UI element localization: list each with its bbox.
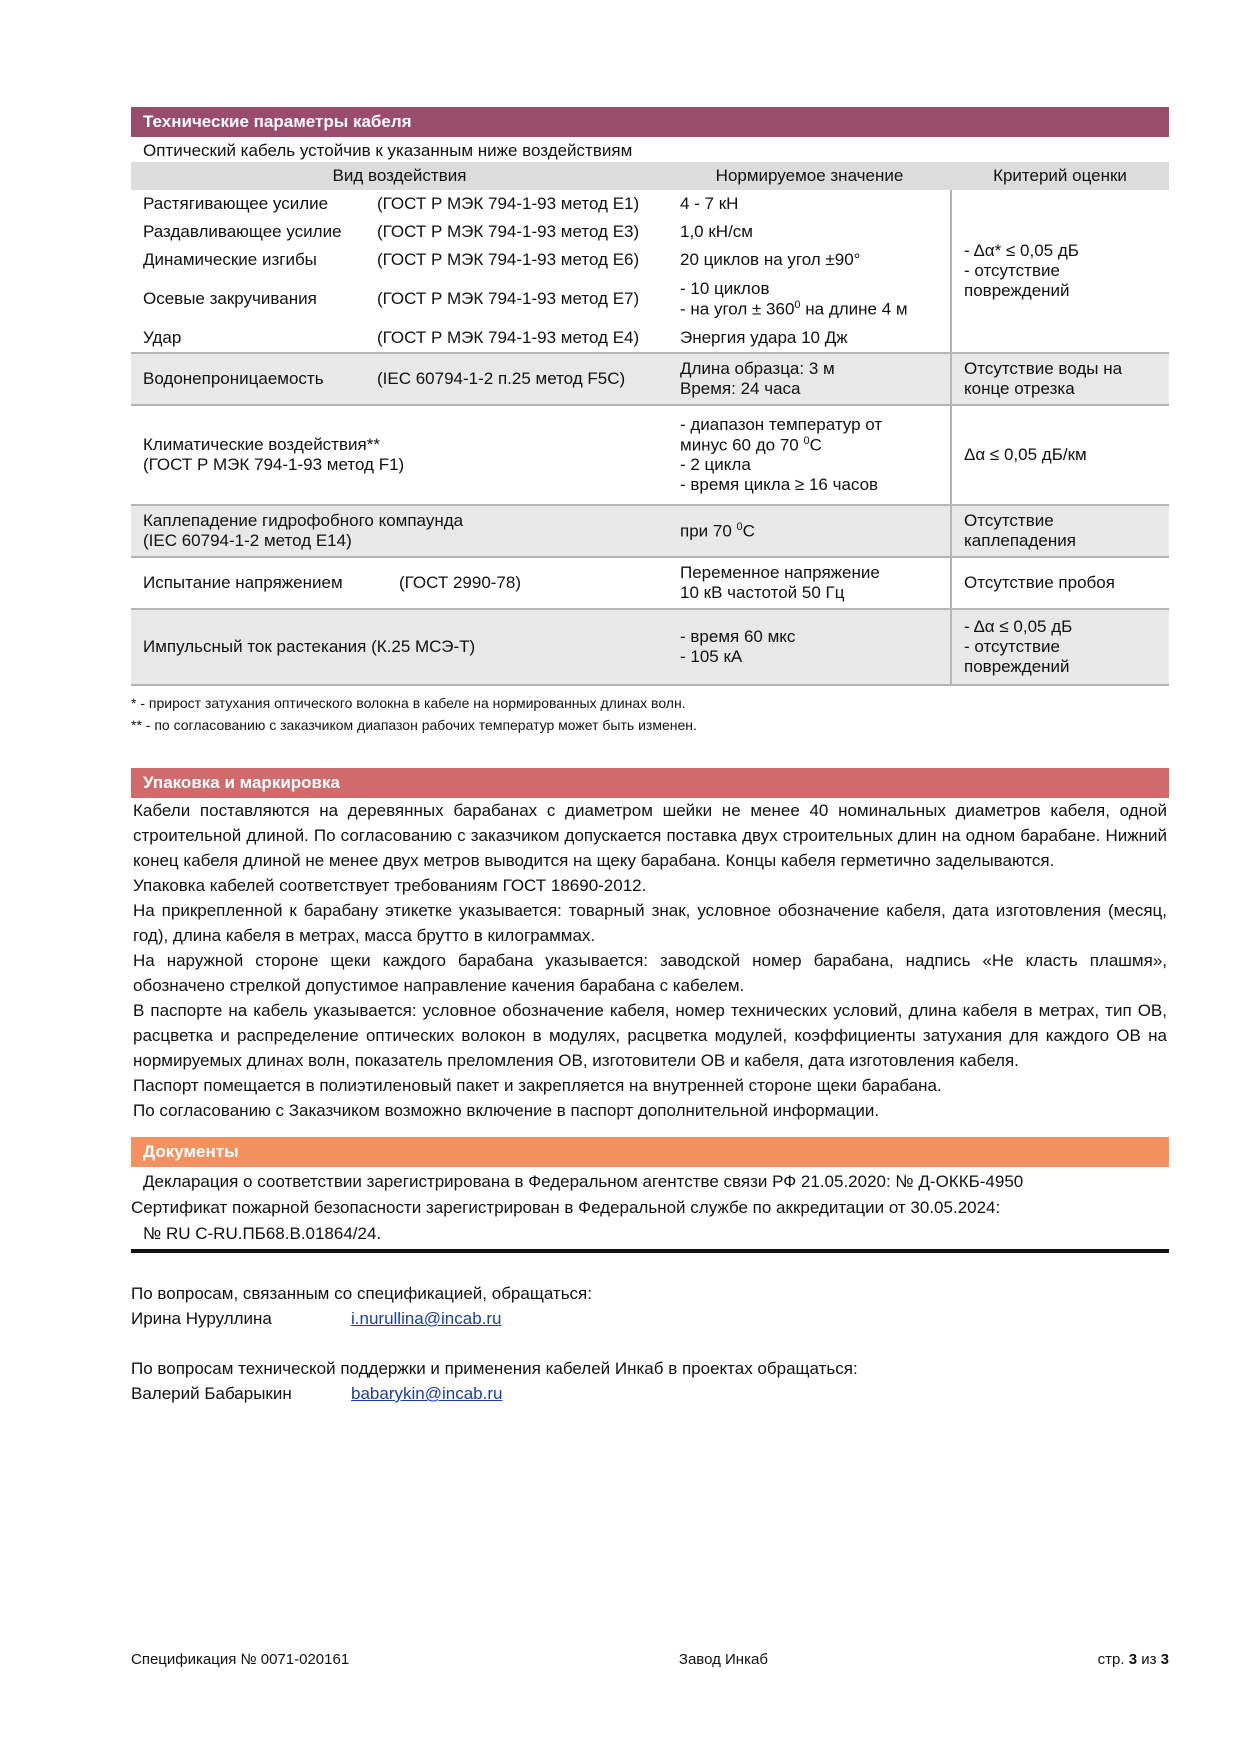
tech-intro: Оптический кабель устойчив к указанным ниже воздействиям bbox=[143, 141, 633, 160]
param-value: при 70 $^0$С bbox=[668, 505, 951, 557]
doc-line: Сертификат пожарной безопасности зарегистрирован в Федеральной службе по аккредитации от 30.05.2024: bbox=[131, 1198, 1001, 1217]
param-method: (ГОСТ Р МЭК 794-1-93 метод Е4) bbox=[377, 328, 640, 347]
param-method: (ГОСТ Р МЭК 794-1-93 метод Е6) bbox=[377, 250, 640, 269]
param-value: Длина образца: 3 м Время: 24 часа bbox=[668, 353, 951, 405]
param-criterion: Отсутствие пробоя bbox=[951, 557, 1169, 609]
footer-page: стр. 3 из 3 bbox=[1097, 1651, 1169, 1668]
param-name: Осевые закручивания bbox=[143, 289, 317, 308]
section-header-docs: Документы bbox=[131, 1137, 1169, 1167]
col-header-type: Вид воздействия bbox=[131, 162, 668, 190]
param-criterion: Отсутствие воды на конце отрезка bbox=[951, 353, 1169, 405]
param-name: Динамические изгибы bbox=[143, 250, 317, 269]
paragraph: Паспорт помещается в полиэтиленовый пакет и закрепляется на внутренней стороне щеки барабана. bbox=[133, 1076, 942, 1095]
contact-row bbox=[131, 1306, 1169, 1331]
footer-spec: Спецификация № 0071-020161 bbox=[131, 1651, 350, 1668]
param-name: Импульсный ток растекания (К.25 МСЭ-Т) bbox=[131, 609, 668, 685]
contact-name: Ирина Нуруллина bbox=[131, 1309, 272, 1328]
table-row bbox=[131, 557, 1169, 609]
col-header-value: Нормируемое значение bbox=[668, 162, 951, 190]
paragraph: На прикрепленной к барабану этикетке указывается: товарный знак, условное обозначение кабеля, дата изготовления (месяц, год), длина кабеля в метрах, масса брутто в килограммах. bbox=[133, 901, 1167, 945]
doc-line: № RU С-RU.ПБ68.В.01864/24. bbox=[143, 1224, 382, 1243]
param-value: 20 циклов на угол ±90° bbox=[680, 250, 861, 269]
param-method: (ГОСТ Р МЭК 794-1-93 метод Е7) bbox=[377, 289, 640, 308]
param-value: Энергия удара 10 Дж bbox=[680, 328, 848, 347]
paragraph: По согласованию с Заказчиком возможно включение в паспорт дополнительной информации. bbox=[133, 1101, 880, 1120]
contact-name: Валерий Бабарыкин bbox=[131, 1384, 292, 1403]
paragraph: Кабели поставляются на деревянных барабанах с диаметром шейки не менее 40 номинальных диаметров кабеля, одной строительной длиной. По согласованию с заказчиком допускается поставка двух строительных длин на одном барабане. Нижний конец кабеля длиной не менее двух метров выводится на щеку барабана. Концы кабеля герметично заделываются. bbox=[133, 801, 1167, 870]
param-name: Каплепадение гидрофобного компаунда (IEC 60794-1-2 метод E14) bbox=[131, 505, 668, 557]
col-header-criterion: Критерий оценки bbox=[951, 162, 1169, 190]
param-name: Удар bbox=[143, 328, 182, 347]
document-page bbox=[131, 0, 1169, 1406]
param-value: 1,0 кН/см bbox=[680, 222, 753, 241]
contact-email-link[interactable]: babarykin@incab.ru bbox=[351, 1384, 503, 1403]
contact-question: По вопросам, связанным со спецификацией, обращаться: bbox=[131, 1284, 592, 1303]
paragraph: В паспорте на кабель указывается: условное обозначение кабеля, номер технических условий, длина кабеля в метрах, тип ОВ, расцветка и распределение оптических волокон в модулях, расцветка модулей, коэффициенты затухания для каждого ОВ на нормируемых длинах волн, показатель преломления ОВ, изготовители ОВ и кабеля, дата изготовления кабеля. bbox=[133, 1001, 1167, 1070]
table-row bbox=[131, 190, 1169, 218]
paragraph: Упаковка кабелей соответствует требованиям ГОСТ 18690-2012. bbox=[133, 876, 647, 895]
param-criterion: Δα ≤ 0,05 дБ/км bbox=[951, 405, 1169, 505]
param-name: Водонепроницаемость bbox=[143, 369, 324, 388]
param-method: (ГОСТ Р МЭК 794-1-93 метод Е3) bbox=[377, 222, 640, 241]
table-row bbox=[131, 609, 1169, 685]
param-criterion: Отсутствие каплепадения bbox=[951, 505, 1169, 557]
params-header-row bbox=[131, 162, 1169, 190]
pack-body bbox=[131, 798, 1169, 1123]
footer-factory: Завод Инкаб bbox=[678, 1651, 768, 1668]
contact-row bbox=[131, 1381, 1169, 1406]
table-row bbox=[131, 505, 1169, 557]
param-value: 4 - 7 кН bbox=[680, 194, 739, 213]
param-name: Климатические воздействия** (ГОСТ Р МЭК 794-1-93 метод F1) bbox=[143, 435, 405, 474]
param-value: Переменное напряжение 10 кВ частотой 50 Гц bbox=[680, 563, 880, 602]
param-name: Испытание напряжением bbox=[143, 573, 343, 592]
docs-body bbox=[131, 1167, 1169, 1253]
page-footer bbox=[131, 1651, 1169, 1668]
contact-question: По вопросам технической поддержки и применения кабелей Инкаб в проектах обращаться: bbox=[131, 1359, 858, 1378]
section-header-tech: Технические параметры кабеля bbox=[131, 107, 1169, 137]
table-row bbox=[131, 353, 1169, 405]
section-header-pack: Упаковка и маркировка bbox=[131, 768, 1169, 798]
param-method: (ГОСТ Р МЭК 794-1-93 метод Е1) bbox=[377, 194, 640, 213]
param-name: Растягивающее усилие bbox=[143, 194, 329, 213]
footnote: * - прирост затухания оптического волокна в кабеле на нормированных длинах волн. bbox=[131, 695, 686, 711]
param-criterion: - Δα ≤ 0,05 дБ - отсутствие повреждений bbox=[951, 609, 1169, 685]
footnote: ** - по согласованию с заказчиком диапазон рабочих температур может быть изменен. bbox=[131, 717, 697, 733]
param-method: (IEC 60794-1-2 п.25 метод F5C) bbox=[377, 369, 626, 388]
contacts bbox=[131, 1281, 1169, 1406]
paragraph: На наружной стороне щеки каждого барабана указывается: заводской номер барабана, надпись «Не класть плашмя», обозначено стрелкой допустимое направление качения барабана с кабелем. bbox=[133, 951, 1167, 995]
params-table bbox=[131, 162, 1169, 686]
table-row bbox=[131, 405, 1169, 505]
param-value: - диапазон температур от минус 60 до 70 $^0$С - 2 цикла - время цикла ≥ 16 часов bbox=[680, 414, 883, 495]
param-value: - 10 циклов - на угол ± $360^0$ на длине 4 м bbox=[680, 278, 908, 319]
param-value: - время 60 мкс - 105 кА bbox=[668, 609, 951, 685]
mech-criterion: - Δα* ≤ 0,05 дБ - отсутствие повреждений bbox=[951, 190, 1169, 353]
contact-email-link[interactable]: i.nurullina@incab.ru bbox=[351, 1309, 502, 1328]
footnotes bbox=[131, 686, 1169, 736]
param-method: (ГОСТ 2990-78) bbox=[399, 573, 522, 592]
doc-line: Декларация о соответствии зарегистрирована в Федеральном агентстве связи РФ 21.05.2020: № Д-ОККБ-4950 bbox=[143, 1172, 1024, 1191]
param-name: Раздавливающее усилие bbox=[143, 222, 342, 241]
